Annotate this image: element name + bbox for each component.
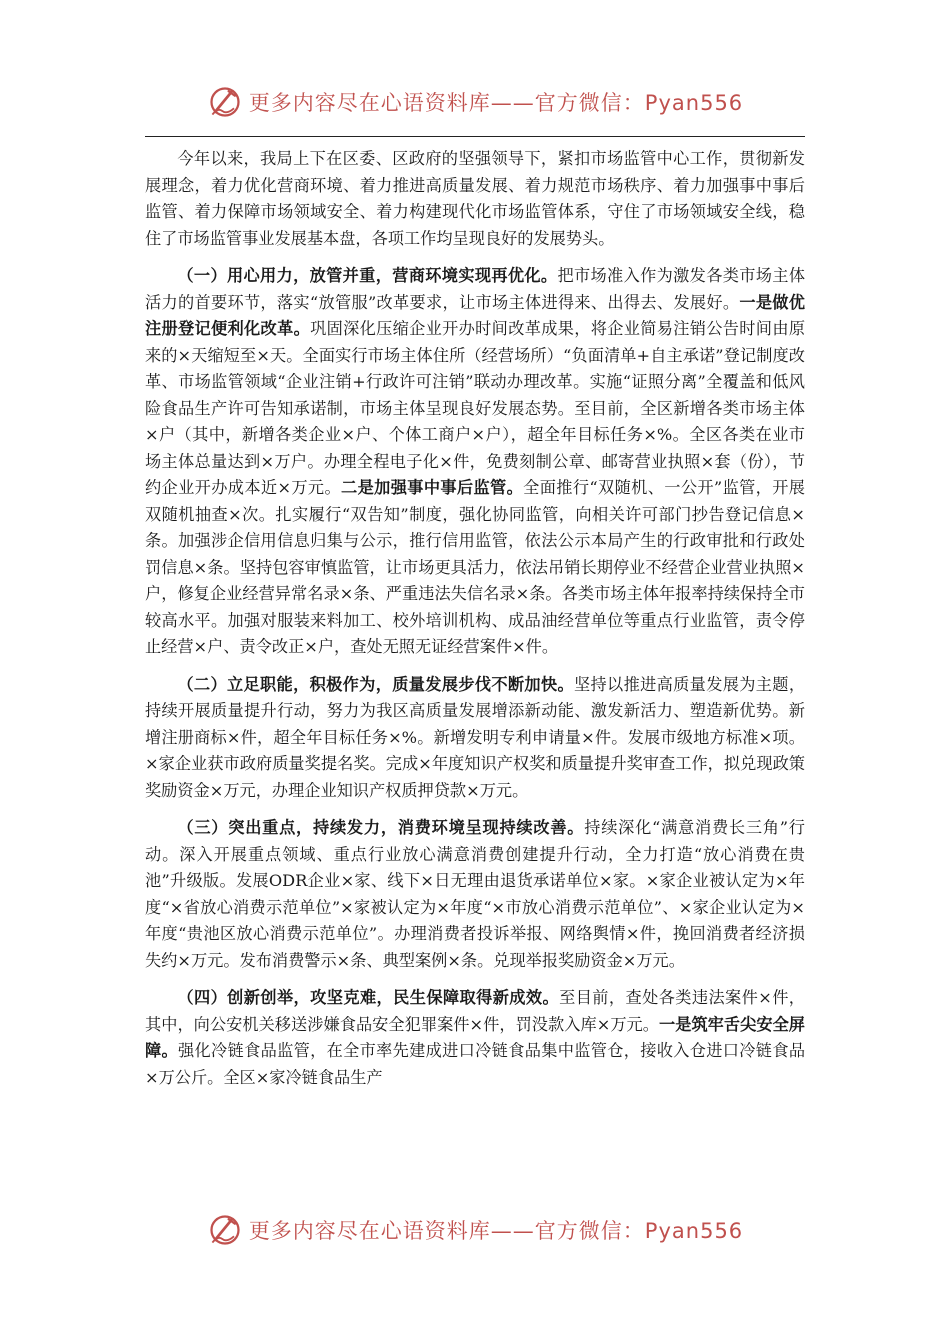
intro-paragraph [145, 146, 805, 252]
section-2-paragraph [145, 672, 805, 805]
section-1-text-3: 全面推行“双随机、一公开”监管，开展双随机抽查×次。扎实履行“双告知”制度，强化协同监管，向相关许可部门抄告登记信息×条。加强涉企信用信息归集与公示，推行信用监管，依法公示本局产生的行政审批和行政处罚信息×条。坚持包容审慎监管，让市场更具活力，依法吊销长期停业不经营企业营业执照×户，修复企业经营异常名录×条、严重违法失信名录×条。各类市场主体年报率持续保持全市较高水平。加强对服装来料加工、校外培训机构、成品油经营单位等重点行业监管，责令停止经营×户、责令改正×户，查处无照无证经营案件×件。 [145, 478, 805, 656]
section-1-text-1: 把市场准入作为激发各类市场主体活力的首要环节，落实“放管服”改革要求，让市场主体进得来、出得去、发展好。 [145, 266, 806, 312]
section-1-heading: （一）用心用力，放管并重，营商环境实现再优化。 [177, 266, 558, 285]
header-divider [145, 136, 805, 137]
footer-watermark-text: 更多内容尽在心语资料库——官方微信：Pyan556 [248, 1219, 744, 1243]
section-2-text-1: 坚持以推进高质量发展为主题，持续开展质量提升行动，努力为我区高质量发展增添新动能、激发新活力、塑造新优势。新增注册商标×件，超全年目标任务×%。新增发明专利申请量×件。发展市级地方标准×项。×家企业获市政府质量奖提名奖。完成×年度知识产权奖和质量提升奖审查工作，拟兑现政策奖励资金×万元，办理企业知识产权质押贷款×万元。 [145, 674, 806, 800]
section-1-paragraph [145, 263, 805, 661]
section-3-heading: （三）突出重点，持续发力，消费环境呈现持续改善。 [177, 818, 585, 837]
header-watermark-banner [0, 80, 950, 124]
section-1-point-2: 二是加强事中事后监管。 [341, 478, 524, 497]
signature-pen-icon [207, 1212, 243, 1248]
section-1-point-1: 一是做优注册登记便利化改革。 [145, 292, 805, 338]
document-body [145, 146, 805, 1102]
section-1-text-2: 巩固深化压缩企业开办时间改革成果，将企业简易注销公告时间由原来的×天缩短至×天。全面实行市场主体住所（经营场所）“负面清单+自主承诺”登记制度改革、市场监管领域“企业注销+行政许可注销”联动办理改革。实施“证照分离”全覆盖和低风险食品生产许可告知承诺制，市场主体呈现良好发展态势。至目前，全区新增各类市场主体×户（其中，新增各类企业×户、个体工商户×户），超全年目标任务×%。全区各类在业市场主体总量达到×万户。办理全程电子化×件，免费刻制公章、邮寄营业执照×套（份），节约企业开办成本近×万元。 [145, 319, 806, 497]
header-watermark-text: 更多内容尽在心语资料库——官方微信：Pyan556 [248, 91, 744, 115]
section-3-text-1: 持续深化“满意消费长三角”行动。深入开展重点领域、重点行业放心满意消费创建提升行动，全力打造“放心消费在贵池”升级版。发展ODR企业×家、线下×日无理由退货承诺单位×家。×家企业被认定为×年度“×省放心消费示范单位”×家被认定为×年度“×市放心消费示范单位”、×家企业认定为×年度“贵池区放心消费示范单位”。办理消费者投诉举报、网络舆情×件，挽回消费者经济损失约×万元。发布消费警示×条、典型案例×条。兑现举报奖励资金×万元。 [145, 818, 805, 970]
signature-pen-icon [207, 84, 243, 120]
section-4-paragraph [145, 985, 805, 1091]
footer-watermark-banner [0, 1208, 950, 1252]
intro-text: 今年以来，我局上下在区委、区政府的坚强领导下，紧扣市场监管中心工作，贯彻新发展理念，着力优化营商环境、着力推进高质量发展、着力规范市场秩序、着力加强事中事后监管、着力保障市场领域安全、着力构建现代化市场监管体系，守住了市场领域安全线，稳住了市场监管事业发展基本盘，各项工作均呈现良好的发展势头。 [145, 149, 805, 248]
section-3-paragraph [145, 815, 805, 974]
section-4-heading: （四）创新创举，攻坚克难，民生保障取得新成效。 [177, 988, 560, 1007]
section-4-point-1: 一是筑牢舌尖安全屏障。 [145, 1014, 805, 1060]
section-2-heading: （二）立足职能，积极作为，质量发展步伐不断加快。 [177, 674, 574, 694]
section-4-text-2: 强化冷链食品监管，在全市率先建成进口冷链食品集中监管仓，接收入仓进口冷链食品×万公斤。全区×家冷链食品生产 [145, 1041, 806, 1087]
section-4-text-1: 至目前，查处各类违法案件×件，其中，向公安机关移送涉嫌食品安全犯罪案件×件，罚没款入库×万元。 [145, 988, 805, 1034]
